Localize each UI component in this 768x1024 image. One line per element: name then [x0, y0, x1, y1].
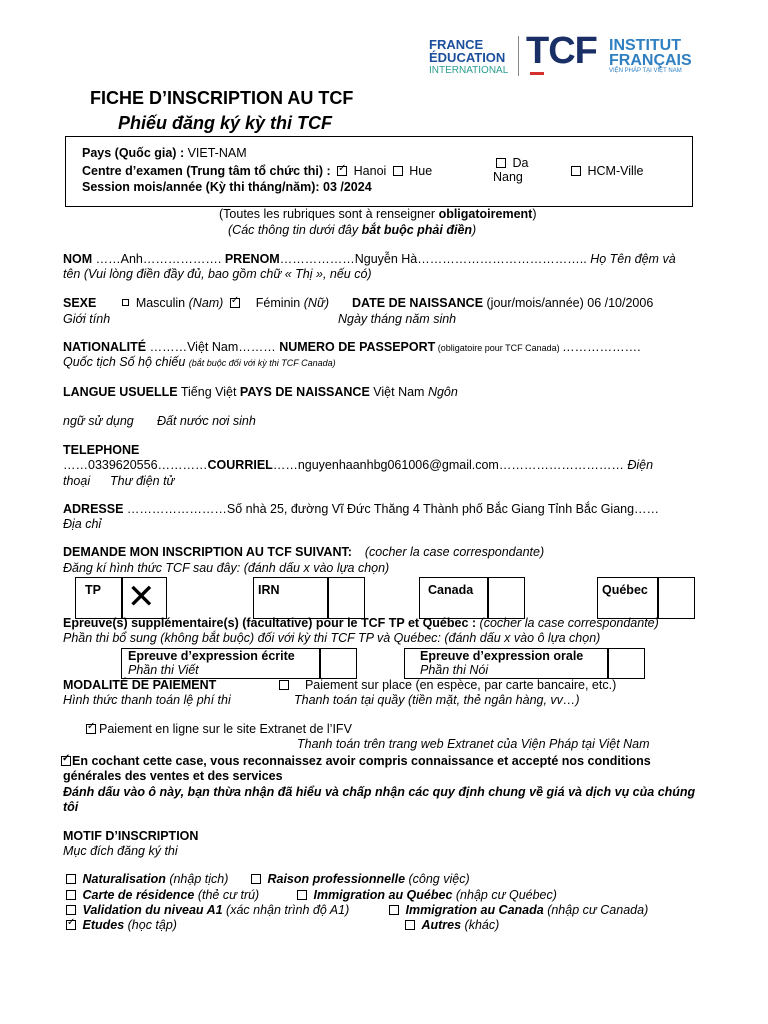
fe-tcf-divider — [518, 36, 519, 76]
masculin-label: Masculin — [135, 296, 186, 310]
naturalisation-vi: (nhập tịch) — [165, 872, 229, 886]
nom-hint1: Họ Tên đệm và — [590, 252, 676, 266]
cgv-row — [60, 754, 651, 768]
prenom-label: PRENOM — [224, 252, 280, 266]
langue-vi-a: Ngôn — [427, 385, 458, 399]
nom-label: NOM — [63, 252, 93, 266]
passeport-label: NUMERO DE PASSEPORT — [279, 340, 436, 354]
danang-checkbox[interactable] — [496, 158, 506, 168]
sexe-label: SEXE — [63, 296, 97, 310]
carte-vi: (thẻ cư trú) — [194, 888, 260, 902]
langue-row — [63, 385, 458, 399]
thu-label: Thư điện tử — [110, 474, 175, 488]
motif-naturalisation — [63, 872, 228, 886]
motif-vi: Mục đích đăng ký thi — [63, 844, 178, 858]
masculin-vi: (Nam) — [188, 296, 224, 310]
nationalite-row — [63, 340, 641, 354]
pays-naissance-value[interactable]: Việt Nam — [369, 385, 428, 399]
centre-row — [82, 164, 432, 178]
nom-row — [63, 252, 676, 266]
notice-line2 — [228, 223, 476, 237]
nom-value[interactable]: ……Anh………………. — [92, 252, 225, 266]
if-line2: FRANÇAIS — [609, 52, 692, 69]
paiement-ligne-vi: Thanh toán trên trang web Extranet của Viện Pháp tại Việt Nam — [297, 737, 650, 751]
immigration-quebec-vi: (nhập cư Québec) — [452, 888, 557, 902]
paiement-ligne-label: Paiement en ligne sur le site Extranet de l’IFV — [99, 722, 352, 736]
notice-line2-pre: (Các thông tin dưới đây — [228, 223, 362, 237]
validation-vi: (xác nhận trình độ A1) — [222, 903, 350, 917]
nom-hint2: tên (Vui lòng điền đầy đủ, bao gồm chữ « Thị », nếu có) — [63, 267, 372, 281]
notice-line1 — [219, 207, 537, 221]
canada-checkbox[interactable] — [487, 577, 525, 619]
hue-checkbox[interactable] — [393, 166, 403, 176]
carte-label: Carte de résidence — [82, 888, 195, 902]
tp-mark: ✕ — [127, 578, 156, 616]
motif-quebec — [294, 888, 557, 902]
motif-carte — [63, 888, 259, 902]
page-title: FICHE D’INSCRIPTION AU TCF — [90, 88, 354, 108]
canada-label: Canada — [428, 583, 474, 597]
immigration-canada-checkbox[interactable] — [389, 905, 399, 915]
telephone-label: TELEPHONE — [63, 443, 140, 457]
paiement-label: MODALITÉ DE PAIEMENT — [63, 678, 217, 692]
langue-vi-b: ngữ sử dụng — [63, 414, 134, 428]
demande-row — [63, 545, 544, 559]
motif-professionnelle — [248, 872, 470, 886]
motif-label: MOTIF D’INSCRIPTION — [63, 829, 199, 843]
nationalite-vi2: (bắt buộc đối với kỳ thi TCF Canada) — [188, 358, 336, 368]
telephone-row — [63, 458, 653, 472]
motif-autres — [402, 918, 499, 932]
etudes-checkbox[interactable] — [66, 920, 76, 930]
hcm-label: HCM-Ville — [587, 164, 644, 178]
pays-value: VIET-NAM — [187, 146, 247, 160]
autres-vi: (khác) — [461, 918, 500, 932]
paiement-ligne-checkbox[interactable] — [86, 724, 96, 734]
france-education-logo — [429, 38, 508, 77]
immigration-quebec-label: Immigration au Québec — [313, 888, 453, 902]
masculin-checkbox[interactable] — [122, 299, 129, 306]
adresse-value[interactable]: ……………………Số nhà 25, đường Vĩ Đức Thăng 4 Thành phố Bắc Giang Tỉnh Bắc Giang…… — [123, 502, 660, 516]
danang-label: Da Nang — [493, 156, 529, 184]
adresse-label: ADRESSE — [63, 502, 124, 516]
validation-label: Validation du niveau A1 — [82, 903, 223, 917]
demande-hint: (cocher la case correspondante) — [364, 545, 545, 559]
motif-canada — [386, 903, 648, 917]
nationalite-vi1: Quốc tịch Số hộ chiếu — [63, 355, 189, 369]
nationalite-value[interactable]: ………Việt Nam……… — [146, 340, 280, 354]
courriel-label: COURRIEL — [207, 458, 273, 472]
cgv-fr2: générales des ventes et des services — [63, 769, 283, 783]
motif-validation — [63, 903, 349, 917]
etudes-label: Etudes — [82, 918, 125, 932]
prenom-value[interactable]: ………………Nguyễn Hà………………………………….. — [279, 252, 591, 266]
motif-etudes — [63, 918, 177, 932]
hue-label: Hue — [409, 164, 433, 178]
langue-vi-c: Đất nước nơi sinh — [157, 414, 256, 428]
notice-line1-bold: obligatoirement — [438, 207, 533, 221]
dien-label: Điện — [627, 458, 654, 472]
gioi-tinh: Giới tính — [63, 312, 111, 326]
paiement-ligne-row — [83, 722, 352, 736]
tp-label: TP — [85, 583, 101, 597]
irn-label: IRN — [258, 583, 280, 597]
irn-checkbox[interactable] — [327, 577, 365, 619]
professionnelle-checkbox[interactable] — [251, 874, 261, 884]
adresse-row — [63, 502, 659, 516]
cgv-fr1: En cochant cette case, vous reconnaissez avoir compris connaissance et accepté nos conditions — [72, 754, 651, 768]
orale-checkbox[interactable] — [607, 648, 645, 679]
centre-label: Centre d’examen (Trung tâm tổ chức thi) : — [82, 164, 331, 178]
validation-checkbox[interactable] — [66, 905, 76, 915]
quebec-checkbox[interactable] — [657, 577, 695, 619]
orale-vi: Phần thi Nói — [420, 663, 489, 677]
ecrite-vi: Phần thi Viết — [128, 663, 199, 677]
quebec-label: Québec — [602, 583, 648, 597]
hanoi-checkbox[interactable] — [337, 166, 347, 176]
paiement-place-row — [276, 678, 616, 692]
passeport-note: (obligatoire pour TCF Canada) — [435, 343, 563, 353]
fe-line2: ÉDUCATION — [429, 50, 506, 65]
immigration-quebec-checkbox[interactable] — [297, 890, 307, 900]
if-line1: INSTITUT — [609, 37, 681, 54]
telephone-value[interactable]: ……0339620556………… — [63, 458, 208, 472]
fe-line3: INTERNATIONAL — [429, 65, 509, 76]
etudes-vi: (học tập) — [124, 918, 177, 932]
notice-line1-pre: (Toutes les rubriques sont à renseigner — [219, 207, 439, 221]
notice-line1-post: ) — [532, 207, 537, 221]
naturalisation-checkbox[interactable] — [66, 874, 76, 884]
cgv-vi2: tôi — [63, 800, 79, 814]
feminin-label: Féminin — [255, 296, 301, 310]
paiement-vi: Hình thức thanh toán lệ phí thi — [63, 693, 231, 707]
dob-value[interactable]: (jour/mois/année) 06 /10/2006 — [486, 296, 654, 310]
adresse-vi: Địa chỉ — [63, 517, 102, 531]
ecrite-checkbox[interactable] — [319, 648, 357, 679]
hanoi-label: Hanoi — [353, 164, 387, 178]
autres-label: Autres — [421, 918, 462, 932]
page-subtitle: Phiếu đăng ký kỳ thi TCF — [118, 113, 333, 133]
feminin-checkbox[interactable] — [230, 298, 240, 308]
ngay-sinh: Ngày tháng năm sinh — [338, 312, 457, 326]
professionnelle-vi: (công việc) — [405, 872, 470, 886]
paiement-place-vi: Thanh toán tại quầy (tiền mặt, thẻ ngân hàng, vv…) — [294, 693, 580, 707]
passeport-value[interactable]: ………………. — [562, 340, 641, 354]
carte-checkbox[interactable] — [66, 890, 76, 900]
ecrite-label: Epreuve d’expression écrite — [128, 649, 295, 663]
pays-naissance-label: PAYS DE NAISSANCE — [239, 385, 370, 399]
session-label: Session mois/année (Kỳ thi tháng/năm): 03 /2024 — [82, 180, 372, 194]
courriel-value[interactable]: ……nguyenhaanhbg061006@gmail.com………………………… — [272, 458, 628, 472]
tcf-logo-underline — [530, 72, 544, 75]
nationalite-vi — [63, 355, 336, 369]
thoai-label: thoại — [63, 474, 91, 488]
epreuves-label: Epreuve(s) supplémentaire(s) (facultative) pour le TCF TP et Québec : — [63, 616, 477, 630]
fe-line1: FRANCE — [429, 37, 484, 52]
orale-label: Epreuve d’expression orale — [420, 649, 584, 663]
nationalite-label: NATIONALITÉ — [63, 340, 147, 354]
langue-label: LANGUE USUELLE — [63, 385, 178, 399]
autres-checkbox[interactable] — [405, 920, 415, 930]
epreuves-hint: (cocher la case correspondante) — [476, 616, 659, 630]
demande-label: DEMANDE MON INSCRIPTION AU TCF SUIVANT: — [63, 545, 352, 559]
demande-vi: Đăng kí hình thức TCF sau đây: (đánh dấu x vào lựa chọn) — [63, 561, 390, 575]
cgv-checkbox[interactable] — [61, 756, 71, 766]
epreuves-row — [63, 616, 659, 630]
sexe-row — [63, 296, 653, 310]
pays-row — [82, 146, 247, 160]
hcm-checkbox[interactable] — [571, 166, 581, 176]
cgv-vi1: Đánh dấu vào ô này, bạn thừa nhận đã hiểu và chấp nhận các quy định chung về giá và dịch vụ của chúng — [63, 785, 696, 799]
feminin-vi: (Nữ) — [303, 296, 330, 310]
hcm-option — [568, 164, 644, 178]
institut-francais-logo — [609, 38, 692, 74]
immigration-canada-vi: (nhập cư Canada) — [543, 903, 649, 917]
notice-line2-bold: bắt buộc phải điền — [361, 223, 473, 237]
professionnelle-label: Raison professionnelle — [267, 872, 406, 886]
paiement-place-label: Paiement sur place (en espèce, par carte bancaire, etc.) — [304, 678, 617, 692]
dob-label: DATE DE NAISSANCE — [352, 296, 484, 310]
tcf-logo: TCF — [526, 30, 597, 72]
paiement-place-checkbox[interactable] — [279, 680, 289, 690]
pays-label: Pays (Quốc gia) : — [82, 146, 185, 160]
langue-value[interactable]: Tiếng Việt — [177, 385, 240, 399]
epreuves-vi: Phần thi bổ sung (không bắt buộc) đối với kỳ thi TCF TP và Québec: (đánh dấu x vào ô lựa chọn) — [63, 631, 601, 645]
if-line3: VIỆN PHÁP TẠI VIỆT NAM — [609, 68, 682, 74]
danang-option — [493, 156, 553, 184]
immigration-canada-label: Immigration au Canada — [405, 903, 544, 917]
naturalisation-label: Naturalisation — [82, 872, 166, 886]
notice-line2-post: ) — [472, 223, 477, 237]
